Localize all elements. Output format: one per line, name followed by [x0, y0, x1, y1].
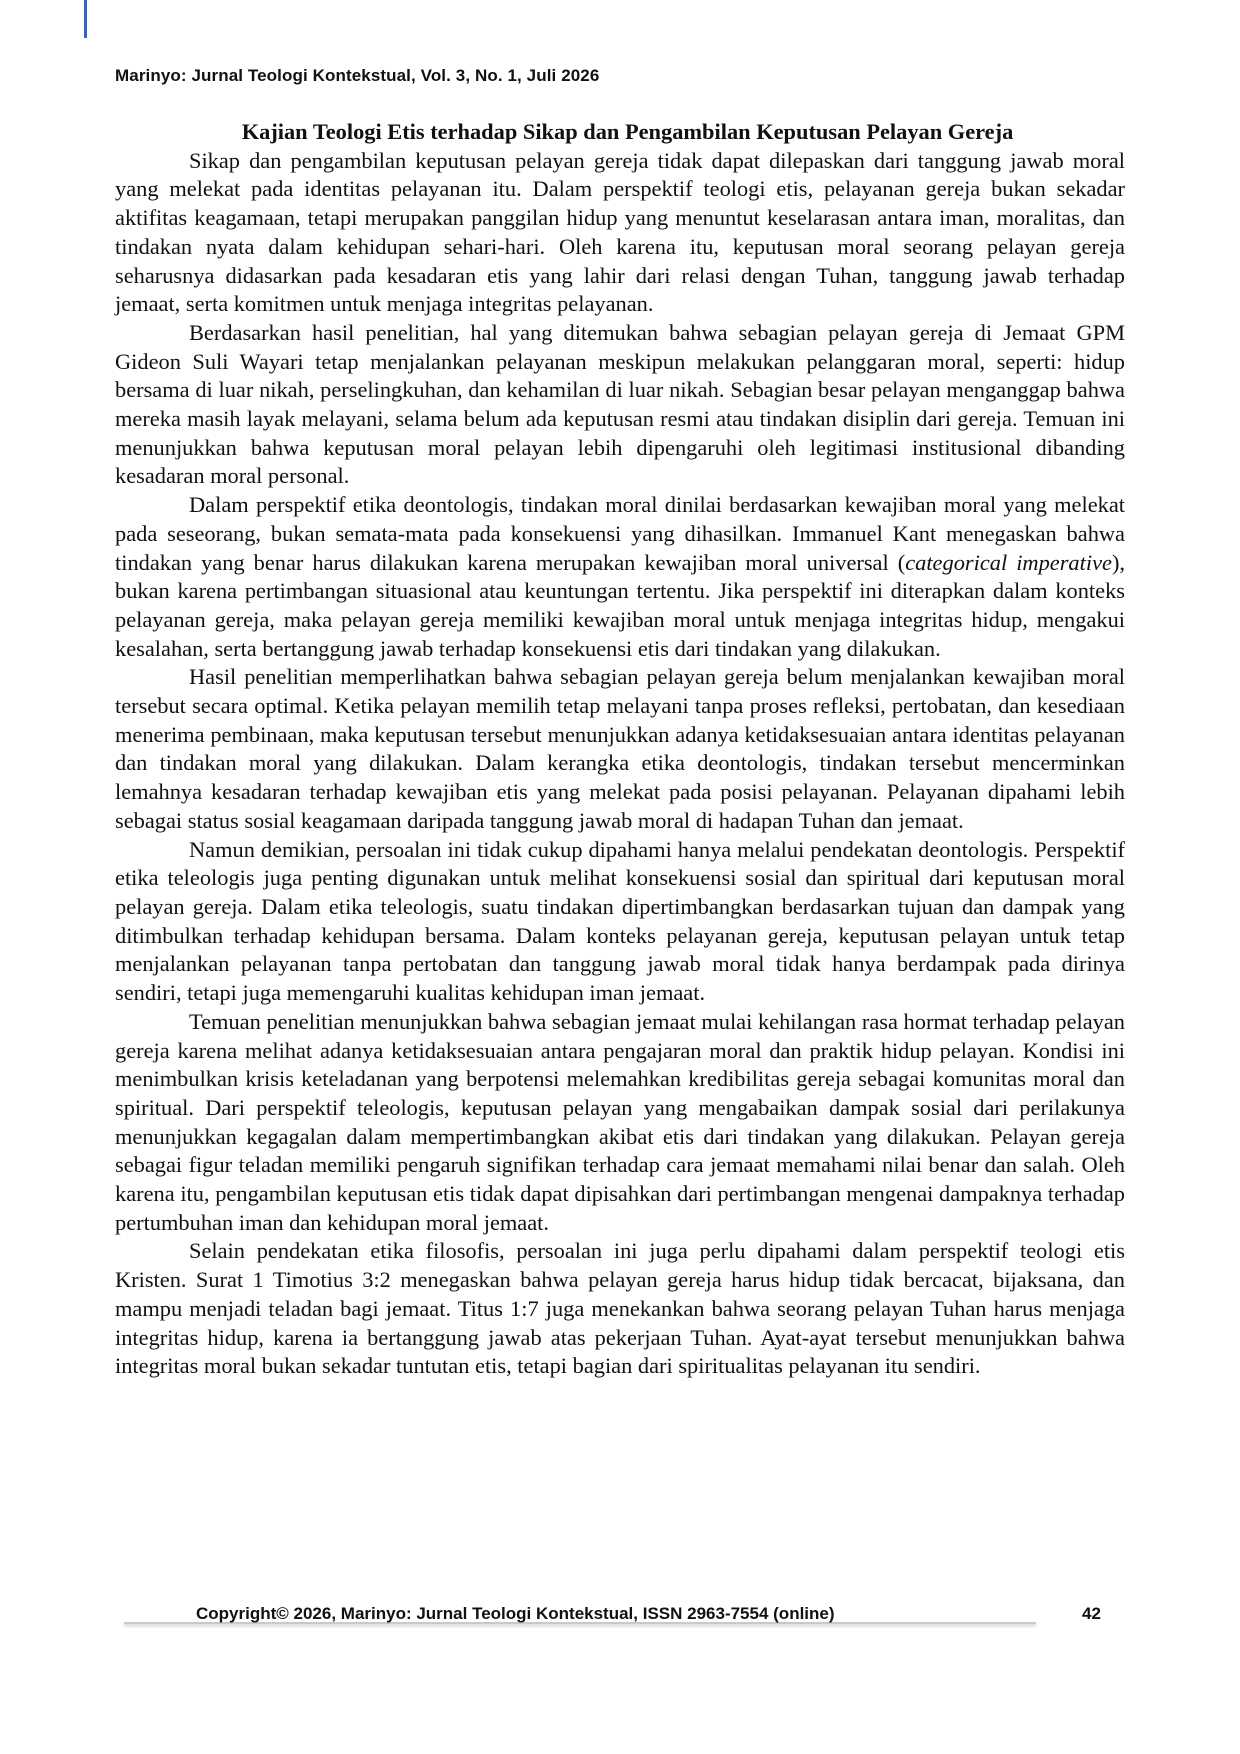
paragraph-2: Berdasarkan hasil penelitian, hal yang ditemukan bahwa sebagian pelayan gereja di Jemaat GPM Gideon Suli Wayari tetap menjalankan pelayanan meskipun melakukan pelanggaran moral, seperti: hidup bersama di luar nikah, perselingkuhan, dan kehamilan di luar nikah. Sebagian besar pelayan menganggap bahwa mereka masih layak melayani, selama belum ada keputusan resmi atau tindakan disiplin dari gereja. Temuan ini menunjukkan bahwa keputusan moral pelayan lebih dipengaruhi oleh legitimasi institusional dibanding kesadaran moral personal.: [115, 319, 1125, 489]
paragraph-7: Selain pendekatan etika filosofis, persoalan ini juga perlu dipahami dalam perspektif teologi etis Kristen. Surat 1 Timotius 3:2 menegaskan bahwa pelayan gereja harus hidup tidak bercacat, bijaksana, dan mampu menjadi teladan bagi jemaat. Titus 1:7 juga menekankan bahwa seorang pelayan Tuhan harus menjaga integritas hidup, karena ia bertanggung jawab atas pekerjaan Tuhan. Ayat-ayat tersebut menunjukkan bahwa integritas moral bukan sekadar tuntutan etis, tetapi bagian dari spiritualitas pelayanan itu sendiri.: [115, 1238, 1125, 1379]
paragraph-3-text-after: ), bukan karena pertimbangan situasional atau keuntungan tertentu. Jika perspektif ini diterapkan dalam konteks pelayanan gereja, maka pelayan gereja memiliki kewajiban moral untuk menjaga integritas hidup, mengakui kesalahan, serta bertanggung jawab terhadap konsekuensi etis dari tindakan yang dilakukan.: [115, 549, 1126, 661]
paragraph-3-italic-term: categorical imperative: [905, 549, 1112, 575]
paragraph-5: Namun demikian, persoalan ini tidak cukup dipahami hanya melalui pendekatan deontologis. Perspektif etika teleologis juga penting digunakan untuk melihat konsekuensi sosial dan spiritual dari keputusan moral pelayan gereja. Dalam etika teleologis, suatu tindakan dipertimbangkan berdasarkan tujuan dan dampak yang ditimbulkan terhadap kehidupan bersama. Dalam konteks pelayanan gereja, keputusan pelayan untuk tetap menjalankan pelayanan tanpa pertobatan dan tanggung jawab moral tidak hanya berdampak pada dirinya sendiri, tetapi juga memengaruhi kualitas kehidupan iman jemaat.: [115, 836, 1125, 1006]
section-title: Kajian Teologi Etis terhadap Sikap dan Pengambilan Keputusan Pelayan Gereja: [241, 119, 1014, 144]
page-number: 42: [1082, 1604, 1101, 1623]
paragraph-1: Sikap dan pengambilan keputusan pelayan gereja tidak dapat dilepaskan dari tanggung jawab moral yang melekat pada identitas pelayanan itu. Dalam perspektif teologi etis, pelayanan gereja bukan sekadar aktifitas keagamaan, tetapi merupakan panggilan hidup yang menuntut keselarasan antara iman, moralitas, dan tindakan nyata dalam kehidupan sehari-hari. Oleh karena itu, keputusan moral seorang pelayan gereja seharusnya didasarkan pada kesadaran etis yang lahir dari relasi dengan Tuhan, tanggung jawab terhadap jemaat, serta komitmen untuk menjaga integritas pelayanan.: [115, 147, 1125, 317]
paragraph-3: [115, 491, 1125, 663]
paragraph-3-text-before: Dalam perspektif etika deontologis, tindakan moral dinilai berdasarkan kewajiban moral yang melekat pada seseorang, bukan semata-mata pada konsekuensi yang dihasilkan. Immanuel Kant menegaskan bahwa tindakan yang benar harus dilakukan karena merupakan kewajiban moral universal (: [115, 492, 1125, 575]
footer-copyright: Copyright© 2026, Marinyo: Jurnal Teologi Kontekstual, ISSN 2963-7554 (online): [196, 1604, 835, 1623]
header-accent-bar: [84, 0, 87, 38]
paragraph-4: Hasil penelitian memperlihatkan bahwa sebagian pelayan gereja belum menjalankan kewajiban moral tersebut secara optimal. Ketika pelayan memilih tetap melayani tanpa proses refleksi, pertobatan, dan kesediaan menerima pembinaan, maka keputusan tersebut menunjukkan adanya ketidaksesuaian antara identitas pelayanan dan tindakan moral yang dilakukan. Dalam kerangka etika deontologis, tindakan tersebut mencerminkan lemahnya kesadaran terhadap kewajiban etis yang melekat pada posisi pelayanan. Pelayanan dipahami lebih sebagai status sosial keagamaan daripada tanggung jawab moral di hadapan Tuhan dan jemaat.: [115, 664, 1125, 833]
paragraph-6: Temuan penelitian menunjukkan bahwa sebagian jemaat mulai kehilangan rasa hormat terhadap pelayan gereja karena melihat adanya ketidaksesuaian antara pengajaran moral dan praktik hidup pelayan. Kondisi ini menimbulkan krisis keteladanan yang berpotensi melemahkan kredibilitas gereja sebagai komunitas moral dan spiritual. Dari perspektif teleologis, keputusan pelayan yang mengabaikan dampak sosial dari perilakunya menunjukkan kegagalan dalam mempertimbangkan akibat etis dari tindakan yang dilakukan. Pelayan gereja sebagai figur teladan memiliki pengaruh signifikan terhadap cara jemaat memahami nilai benar dan salah. Oleh karena itu, pengambilan keputusan etis tidak dapat dipisahkan dari pertimbangan mengenai dampaknya terhadap pertumbuhan iman dan kehidupan moral jemaat.: [115, 1008, 1125, 1235]
article-body: [115, 118, 1125, 1381]
running-head: Marinyo: Jurnal Teologi Kontekstual, Vol. 3, No. 1, Juli 2026: [115, 66, 600, 85]
